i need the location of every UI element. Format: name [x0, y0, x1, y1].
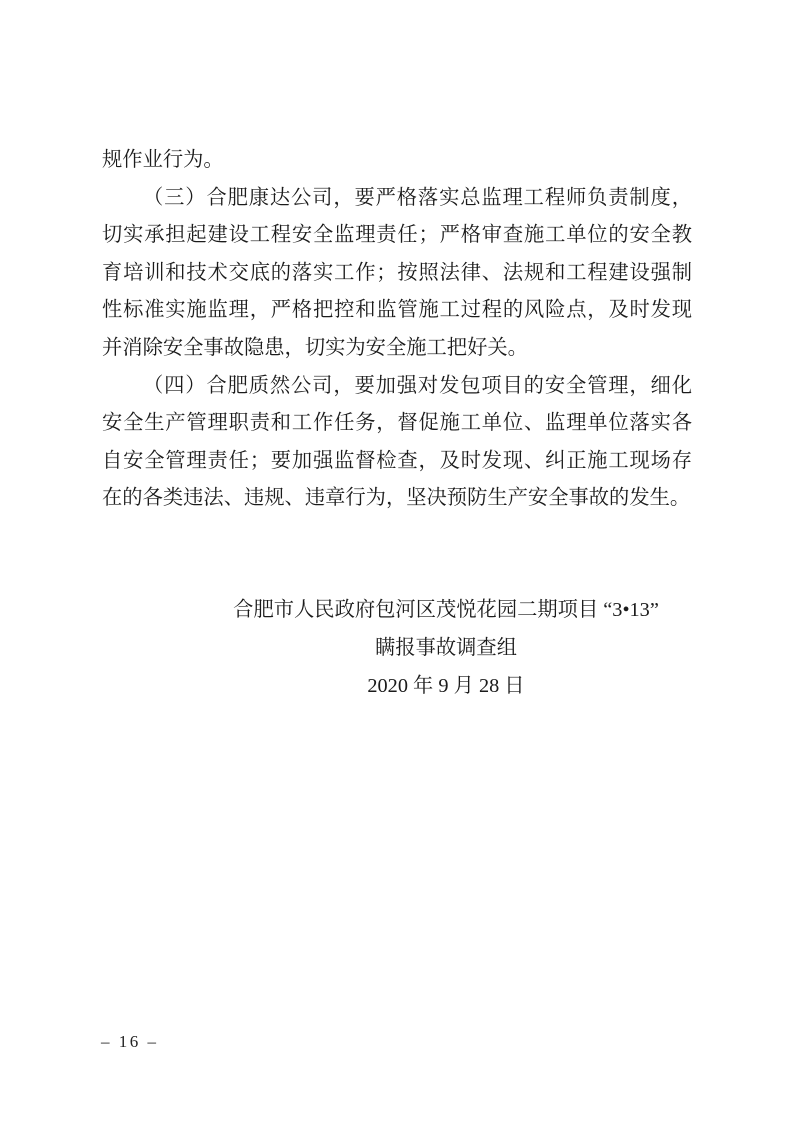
- body-line: 并消除安全事故隐患，切实为安全施工把好关。: [102, 336, 528, 359]
- body-line: 切实承担起建设工程安全监理责任；严格审查施工单位的安全教: [102, 224, 692, 247]
- signature-date: 2020 年 9 月 28 日: [367, 675, 525, 697]
- body-line: 安全生产管理职责和工作任务，督促施工单位、监理单位落实各: [102, 412, 692, 435]
- body-line: 在的各类违法、违规、违章行为，坚决预防生产安全事故的发生。: [102, 487, 691, 510]
- signature-org-line-1: 合肥市人民政府包河区茂悦花园二期项目 “3•13”: [233, 599, 659, 621]
- body-line: 性标准实施监理，严格把控和监管施工过程的风险点，及时发现: [102, 299, 692, 322]
- document-body: [102, 142, 692, 518]
- body-line: （三）合肥康达公司，要严格落实总监理工程师负责制度，: [143, 186, 692, 209]
- signature-org-line-2: 瞒报事故调查组: [375, 637, 517, 659]
- body-line: 规作业行为。: [102, 149, 224, 171]
- body-line: 育培训和技术交底的落实工作；按照法律、法规和工程建设强制: [102, 261, 692, 284]
- body-line: 自安全管理责任；要加强监督检查，及时发现、纠正施工现场存: [102, 449, 692, 472]
- body-line: （四）合肥质然公司，要加强对发包项目的安全管理，细化: [143, 374, 692, 397]
- signature-block: [233, 591, 659, 705]
- page-number: – 16 –: [101, 1032, 159, 1051]
